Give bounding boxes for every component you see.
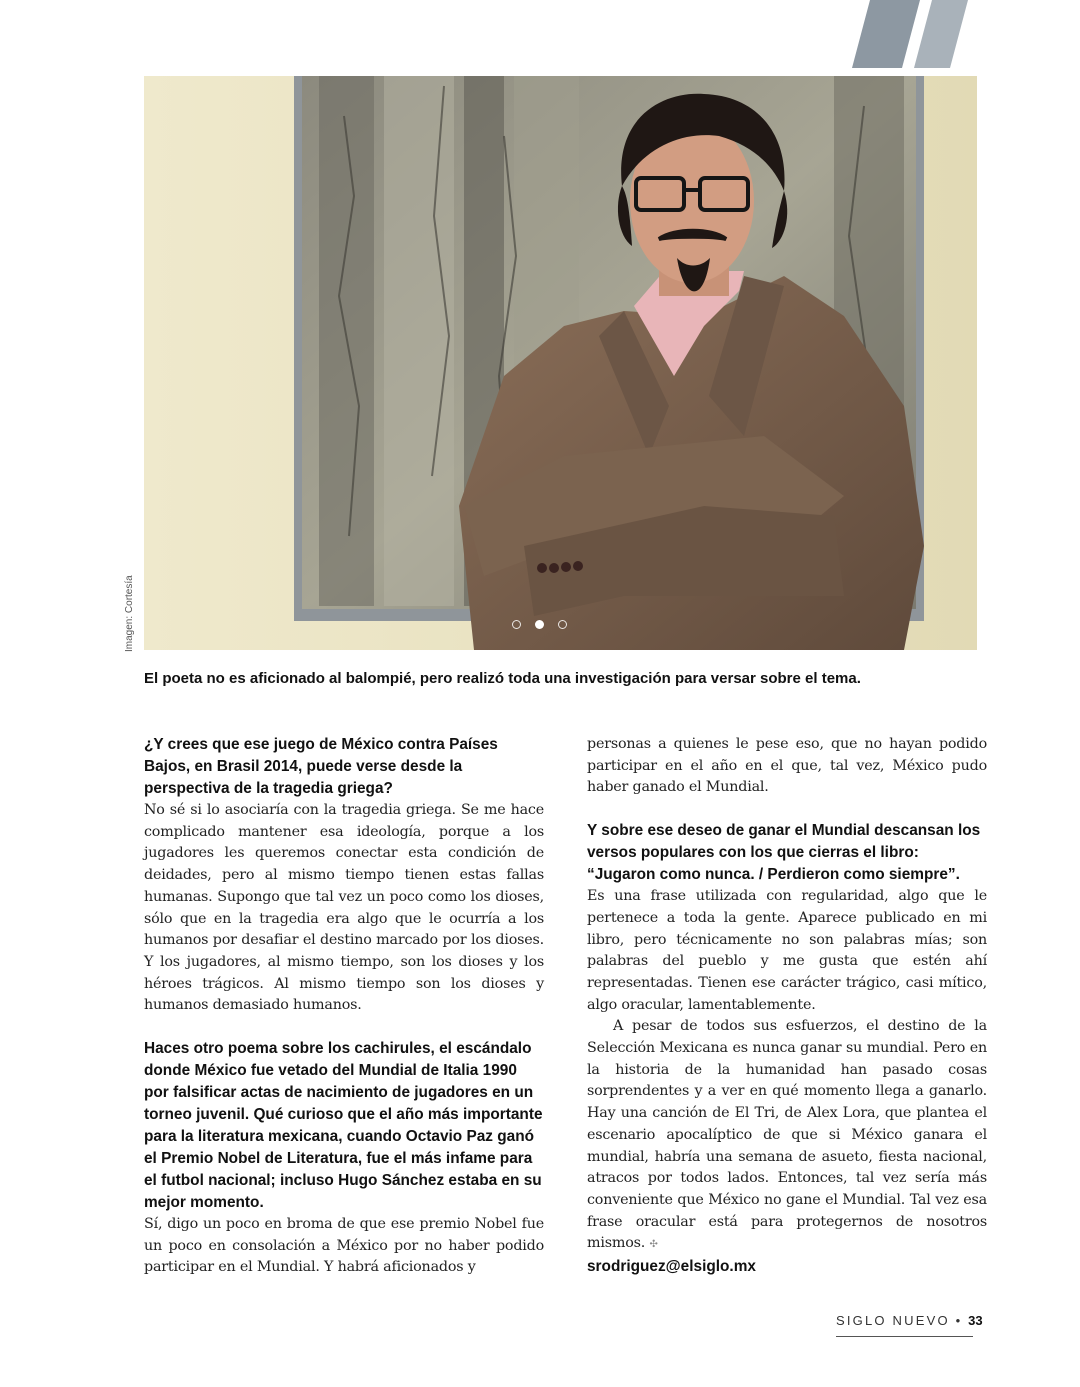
interview-answer: Es una frase utilizada con regularidad, algo que le pertenece a toda la gente. Aparece publicado en mi libro, pero técnicamente no son palabras mías; son palabras del pueblo y me gusta que estén ahí representadas. Tienen ese carácter trágico, casi mítico, algo oracular, lamentablemente. <box>587 888 987 1013</box>
interview-question: ¿Y crees que ese juego de México contra Países Bajos, en Brasil 2014, puede verse desde la perspectiva de la tragedia griega? <box>144 736 498 797</box>
author-email-link[interactable]: srodriguez@elsiglo.mx <box>587 1258 756 1276</box>
carousel-dots <box>512 620 567 629</box>
paragraph-text: A pesar de todos sus esfuerzos, el destino de la Selección Mexicana es nunca ganar su mundial. Pero en la historia de la humanidad han pasado cosas sorprendentes y a ver en qué momento llega a ganarlo. Hay una canción de El Tri, de Alex Lora, que plantea el escenario apocalíptico de que si México ganara el mundial, habría una semana de asueto, fiesta nacional, atracos por todos lados. Entonces, tal vez sería más conveniente que México no gane el Mundial. Tal vez esa frase oracular está para protegernos de nosotros mismos. <box>587 1018 987 1252</box>
decorative-slashes <box>850 0 980 68</box>
portrait-photo <box>144 76 977 650</box>
end-mark-icon: ✣ <box>649 1239 658 1251</box>
carousel-dot[interactable] <box>512 620 521 629</box>
interview-question: Y sobre ese deseo de ganar el Mundial descansan los versos populares con los que cierras el libro: “Jugaron como nunca. / Perdieron como siempre”. <box>587 822 981 884</box>
page-number: 33 <box>968 1313 983 1328</box>
page-footer <box>836 1313 983 1328</box>
article-column-left <box>144 734 544 1279</box>
portrait-illustration <box>144 76 977 650</box>
interview-answer-paragraph <box>587 1016 987 1256</box>
photo-caption: El poeta no es aficionado al balompié, pero realizó toda una investigación para versar sobre el tema. <box>144 670 861 687</box>
photo-credit: Imagen: Cortesía <box>124 575 135 652</box>
article-column-right <box>587 734 987 1278</box>
footer-separator: • <box>955 1313 963 1328</box>
interview-answer-continued: personas a quienes le pese eso, que no hayan podido participar en el año en el que, tal vez, México pudo haber ganado el Mundial. <box>587 736 987 796</box>
footer-rule <box>836 1336 973 1337</box>
magazine-name: SIGLO NUEVO <box>836 1313 950 1328</box>
interview-answer: No sé si lo asociaría con la tragedia griega. Se me hace complicado mantener esa ideología, porque a los jugadores les queremos conectar esta condición de deidades, pero al mismo tiempo tienen estas fallas humanas. Supongo que tal vez un poco como los dioses, sólo que en la tragedia era algo que le ocurría a los humanos por desafiar el destino marcado por los dioses. Y los jugadores, al mismo tiempo, son los dioses y los héroes trágicos. Al mismo tiempo son los dioses y humanos demasiado humanos. <box>144 802 544 1014</box>
carousel-dot-active[interactable] <box>535 620 544 629</box>
interview-question: Haces otro poema sobre los cachirules, el escándalo donde México fue vetado del Mundial de Italia 1990 por falsificar actas de nacimiento de jugadores en un torneo juvenil. Qué curioso que el año más importante para la literatura mexicana, cuando Octavio Paz ganó el Premio Nobel de Literatura, fue el más infame para el futbol nacional; incluso Hugo Sánchez estaba en su mejor momento. <box>144 1040 543 1212</box>
carousel-dot[interactable] <box>558 620 567 629</box>
interview-answer: Sí, digo un poco en broma de que ese premio Nobel fue un poco en consolación a México por no haber podido participar en el Mundial. Y habrá aficionados y <box>144 1216 544 1276</box>
